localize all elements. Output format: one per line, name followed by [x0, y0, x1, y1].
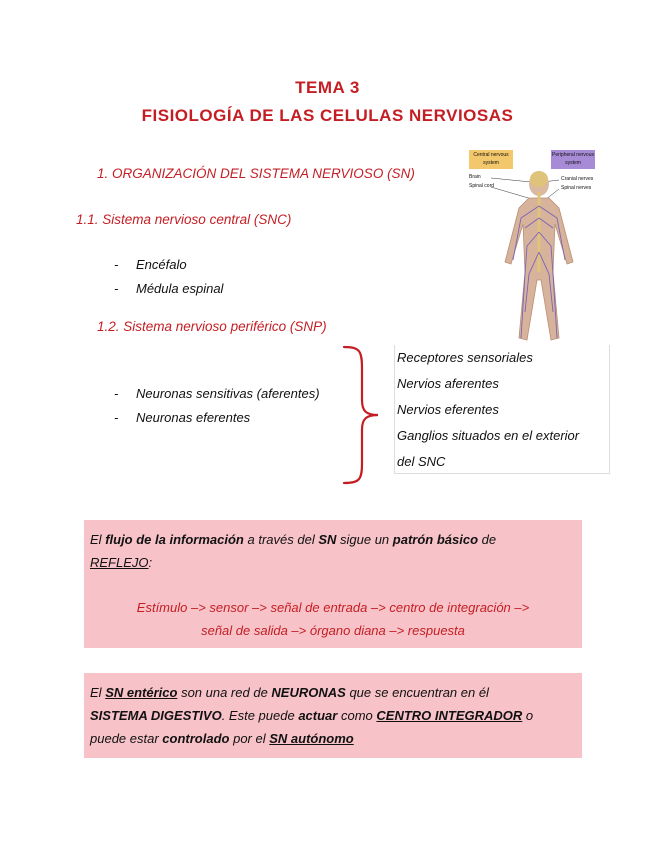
list-item: Nervios eferentes: [397, 402, 499, 417]
human-body-icon: [463, 162, 615, 350]
section-heading-1-1: 1.1. Sistema nervioso central (SNC): [76, 212, 292, 227]
section-heading-1: 1. ORGANIZACIÓN DEL SISTEMA NERVIOSO (SN): [97, 166, 415, 181]
list-item: Receptores sensoriales: [397, 350, 533, 365]
cns-label-box: Central nervous system: [469, 150, 513, 169]
pns-label-box: Peripheral nervous system: [551, 150, 595, 169]
enteric-info-box: [84, 673, 582, 758]
enteric-line-2: SISTEMA DIGESTIVO. Este puede actuar como CENTRO INTEGRADOR o: [90, 708, 534, 723]
enteric-line-3: puede estar controlado por el SN autónomo: [90, 731, 354, 746]
enteric-line-1: El SN entérico son una red de NEURONAS que se encuentran en él: [90, 685, 489, 700]
nervous-system-figure: [463, 150, 615, 350]
list-item: - Neuronas sensitivas (aferentes): [114, 386, 320, 401]
list-item: Nervios aferentes: [397, 376, 499, 391]
page-title: TEMA 3: [295, 78, 360, 97]
snp-components-box: [394, 345, 610, 474]
reflex-paragraph: El flujo de la información a través del SN sigue un patrón básico de: [90, 532, 497, 547]
reflex-info-box: [84, 520, 582, 648]
list-item: - Médula espinal: [114, 281, 224, 296]
page-subtitle: FISIOLOGÍA DE LAS CELULAS NERVIOSAS: [141, 106, 514, 125]
spinal-nerves-label: Spinal nerves: [561, 185, 592, 191]
cranial-nerves-label: Cranial nerves: [561, 176, 594, 182]
curly-brace-icon: [338, 345, 386, 485]
reflex-flow-line-1: Estímulo –> sensor –> señal de entrada –> centro de integración –>: [136, 600, 530, 615]
list-item: Ganglios situados en el exterior: [397, 428, 580, 443]
reflex-flow-line-2: señal de salida –> órgano diana –> respuesta: [201, 623, 465, 638]
brain-label: Brain: [469, 174, 481, 180]
list-item: del SNC: [397, 454, 446, 469]
spinal-cord-label: Spinal cord: [469, 183, 495, 189]
list-item: - Encéfalo: [114, 257, 187, 272]
list-item: - Neuronas eferentes: [114, 410, 251, 425]
reflex-term: REFLEJO:: [90, 555, 153, 570]
section-heading-1-2: 1.2. Sistema nervioso periférico (SNP): [97, 319, 327, 334]
